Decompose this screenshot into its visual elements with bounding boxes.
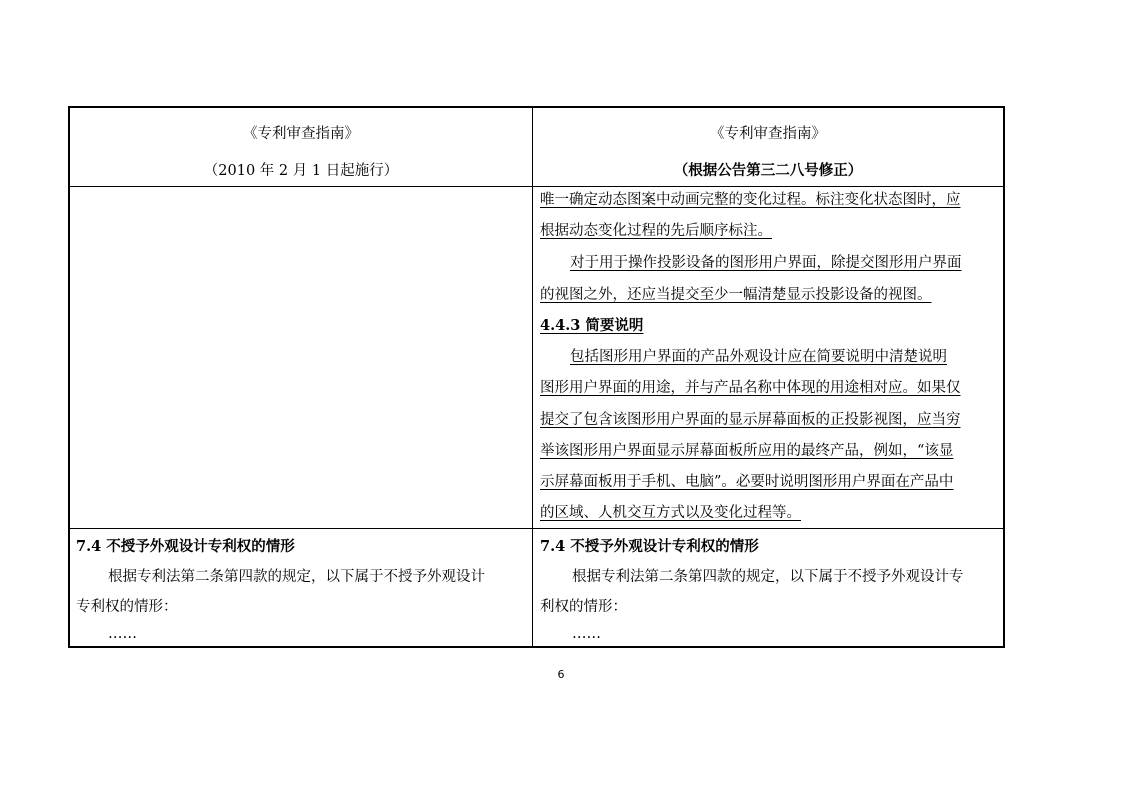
right-section-heading-7-4: 7.4 不授予外观设计专利权的情形 — [540, 538, 759, 555]
left-header-subtitle: （2010 年 2 月 1 日起施行） — [203, 163, 399, 179]
left-lower-line: 根据专利法第二条第四款的规定，以下属于不授予外观设计 — [108, 569, 485, 585]
right-upper-line: 提交了包含该图形用户界面的显示屏幕面板的正投影视图，应当穷 — [540, 412, 961, 428]
right-lower-line: 根据专利法第二条第四款的规定，以下属于不授予外观设计专 — [572, 569, 964, 585]
right-header-title: 《专利审查指南》 — [710, 126, 826, 142]
right-ellipsis: …… — [572, 626, 601, 642]
column-divider — [532, 106, 533, 648]
right-upper-line: 包括图形用户界面的产品外观设计应在简要说明中清楚说明 — [570, 349, 947, 365]
right-header-subtitle: （根据公告第三二八号修正） — [673, 162, 863, 179]
left-header-title: 《专利审查指南》 — [243, 126, 359, 142]
right-upper-line: 图形用户界面的用途，并与产品名称中体现的用途相对应。如果仅 — [540, 380, 961, 396]
left-ellipsis: …… — [108, 626, 137, 642]
header-divider — [68, 186, 1005, 187]
section-heading-4-4-3: 4.4.3 简要说明 — [540, 317, 644, 334]
left-section-heading-7-4: 7.4 不授予外观设计专利权的情形 — [76, 538, 295, 555]
right-upper-line: 示屏幕面板用于手机、电脑”。必要时说明图形用户界面在产品中 — [540, 474, 954, 490]
right-upper-line: 对于用于操作投影设备的图形用户界面，除提交图形用户界面 — [570, 255, 962, 271]
right-upper-line: 唯一确定动态图案中动画完整的变化过程。标注变化状态图时，应 — [540, 192, 961, 208]
right-upper-line: 举该图形用户界面显示屏幕面板所应用的最终产品，例如，“该显 — [540, 443, 954, 459]
right-upper-line: 的视图之外，还应当提交至少一幅清楚显示投影设备的视图。 — [540, 287, 932, 303]
right-upper-line: 的区域、人机交互方式以及变化过程等。 — [540, 505, 801, 521]
left-lower-line: 专利权的情形： — [76, 599, 178, 615]
right-lower-line: 利权的情形： — [540, 599, 627, 615]
row-divider — [68, 528, 1005, 529]
page-number: 6 — [557, 668, 565, 681]
right-upper-line: 根据动态变化过程的先后顺序标注。 — [540, 223, 772, 239]
